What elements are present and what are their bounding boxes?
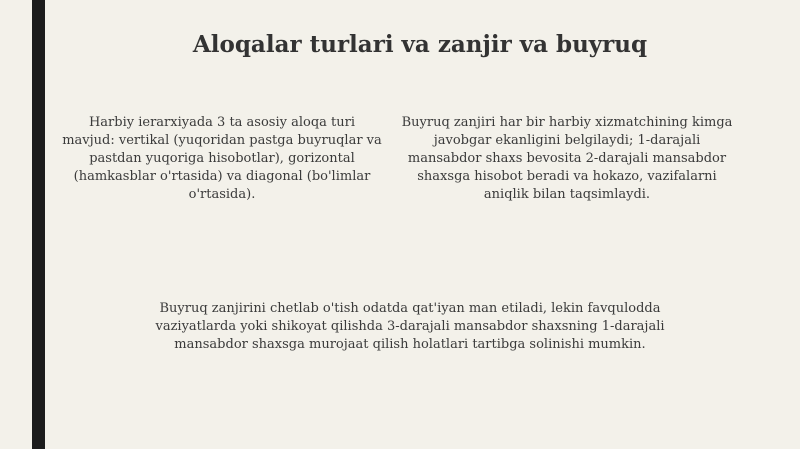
right-paragraph: Buyruq zanjiri har bir harbiy xizmatchining kimga javobgar ekanligini belgilaydi; 1-darajali mansabdor shaxs bevosita 2-darajali mansabdor shaxsga hisobot beradi va hokazo, vazifalarni aniqlik bilan taqsimlaydi. <box>401 115 733 202</box>
bottom-paragraph: Buyruq zanjirini chetlab o'tish odatda qat'iyan man etiladi, lekin favqulodda vaziyatlarda yoki shikoyat qilishda 3-darajali mansabdor shaxsning 1-darajali mansabdor shaxsga murojaat qilish holatlari tartibga solinishi mumkin. <box>155 301 665 352</box>
left-accent-bar <box>32 0 45 449</box>
slide-title: Aloqalar turlari va zanjir va buyruq <box>192 31 648 58</box>
left-paragraph: Harbiy ierarxiyada 3 ta asosiy aloqa turi mavjud: vertikal (yuqoridan pastga buyruqlar va pastdan yuqoriga hisobotlar), gorizontal (hamkasblar o'rtasida) va diagonal (bo'limlar o'rtasida). <box>62 115 382 202</box>
